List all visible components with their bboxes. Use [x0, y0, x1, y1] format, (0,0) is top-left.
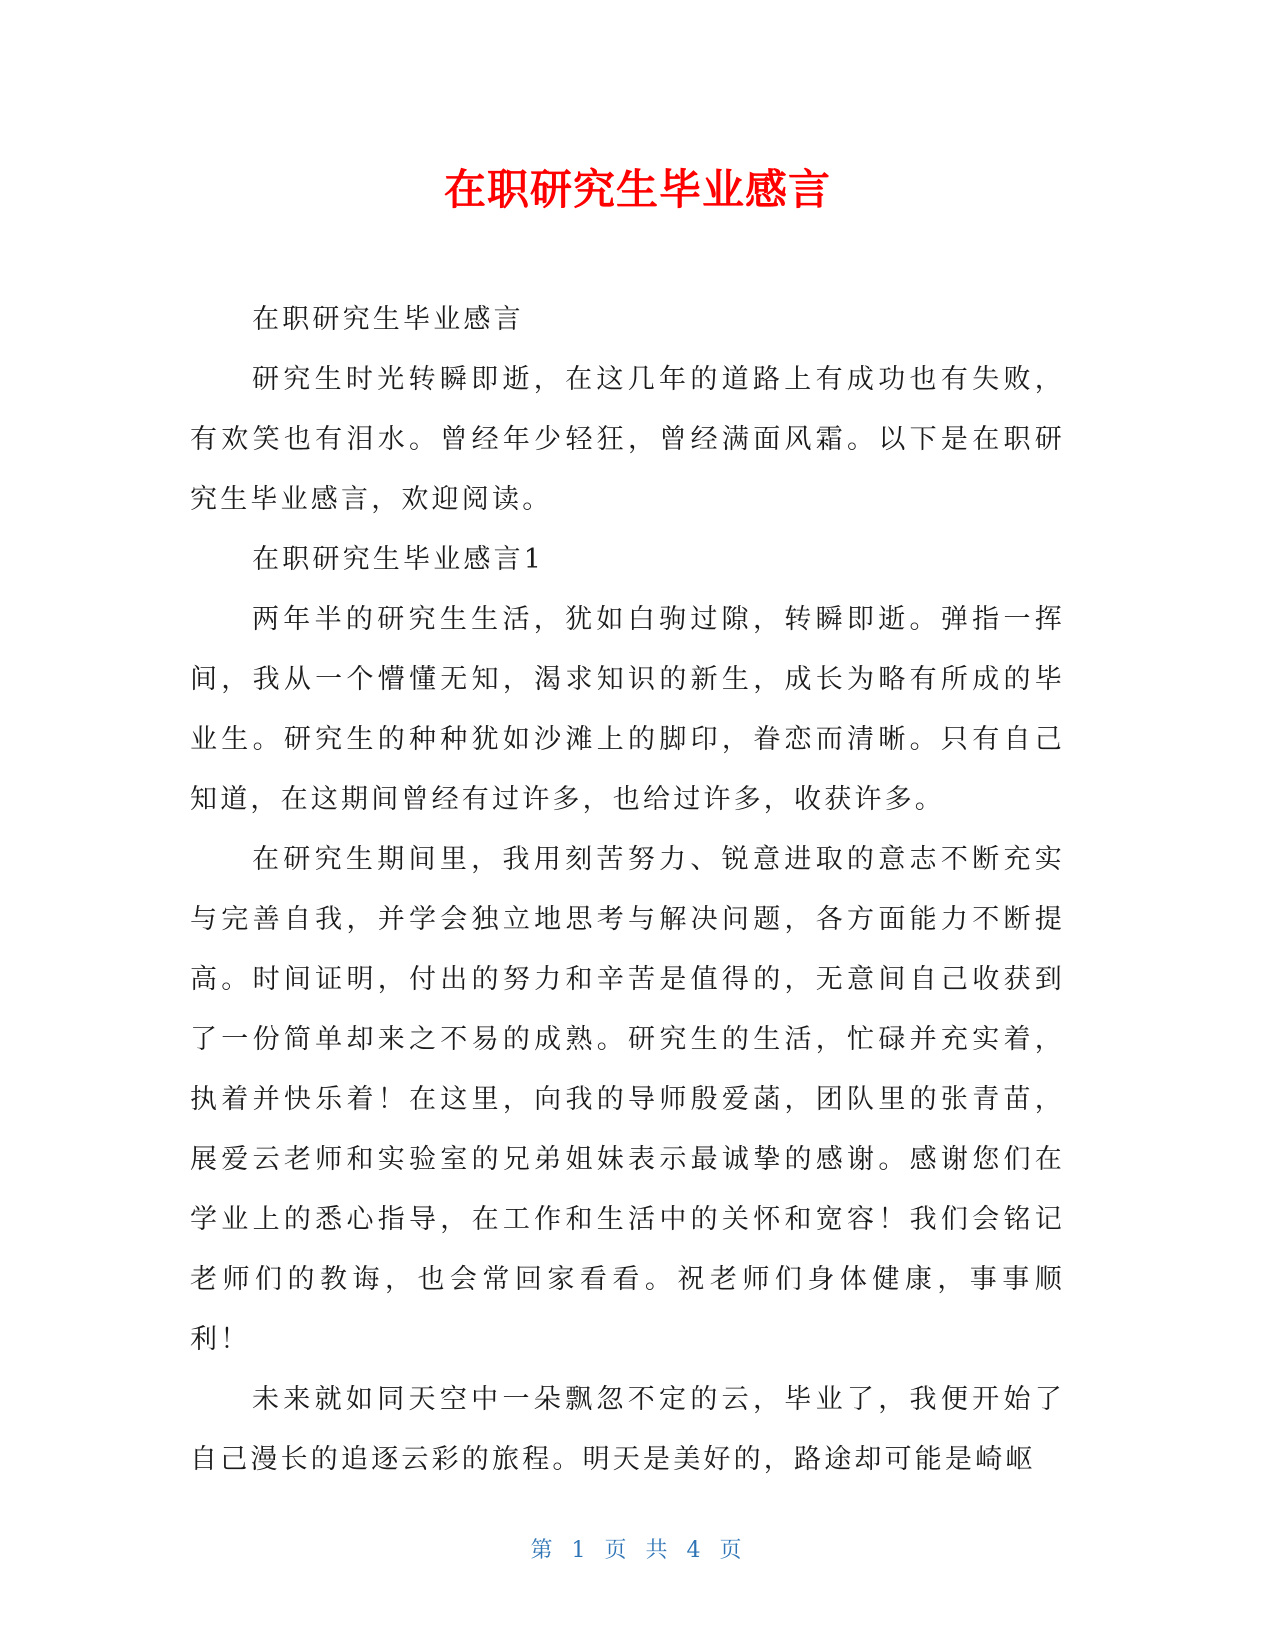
intro-paragraph: 研究生时光转瞬即逝，在这几年的道路上有成功也有失败，有欢笑也有泪水。曾经年少轻狂，曾经满面风霜。以下是在职研究生毕业感言，欢迎阅读。	[190, 364, 1065, 515]
document-body	[190, 290, 1065, 1490]
page-title: 在职研究生毕业感言	[443, 165, 831, 214]
body-paragraph: 在研究生期间里，我用刻苦努力、锐意进取的意志不断充实与完善自我，并学会独立地思考与解决问题，各方面能力不断提高。时间证明，付出的努力和辛苦是值得的，无意间自己收获到了一份简单却来之不易的成熟。研究生的生活，忙碌并充实着，执着并快乐着！在这里，向我的导师殷爱菡，团队里的张青苗，展爱云老师和实验室的兄弟姐妹表示最诚挚的感谢。感谢您们在学业上的悉心指导，在工作和生活中的关怀和宽容！我们会铭记老师们的教诲，也会常回家看看。祝老师们身体健康，事事顺利！	[190, 844, 1065, 1355]
footer-total-label: 共	[645, 1538, 671, 1563]
footer-current-page: 1	[571, 1538, 589, 1563]
footer-page-label: 第	[530, 1538, 556, 1563]
body-paragraph: 未来就如同天空中一朵飘忽不定的云，毕业了，我便开始了自己漫长的追逐云彩的旅程。明天是美好的，路途却可能是崎岖	[190, 1384, 1065, 1475]
footer-page-unit: 页	[604, 1538, 630, 1563]
page-footer	[0, 1536, 1275, 1566]
footer-total-unit: 页	[719, 1538, 745, 1563]
subtitle-heading: 在职研究生毕业感言	[252, 304, 524, 335]
section-heading: 在职研究生毕业感言1	[252, 544, 545, 575]
footer-total-pages: 4	[686, 1538, 704, 1563]
body-paragraph: 两年半的研究生生活，犹如白驹过隙，转瞬即逝。弹指一挥间，我从一个懵懂无知，渴求知识的新生，成长为略有所成的毕业生。研究生的种种犹如沙滩上的脚印，眷恋而清晰。只有自己知道，在这期间曾经有过许多，也给过许多，收获许多。	[190, 604, 1065, 815]
